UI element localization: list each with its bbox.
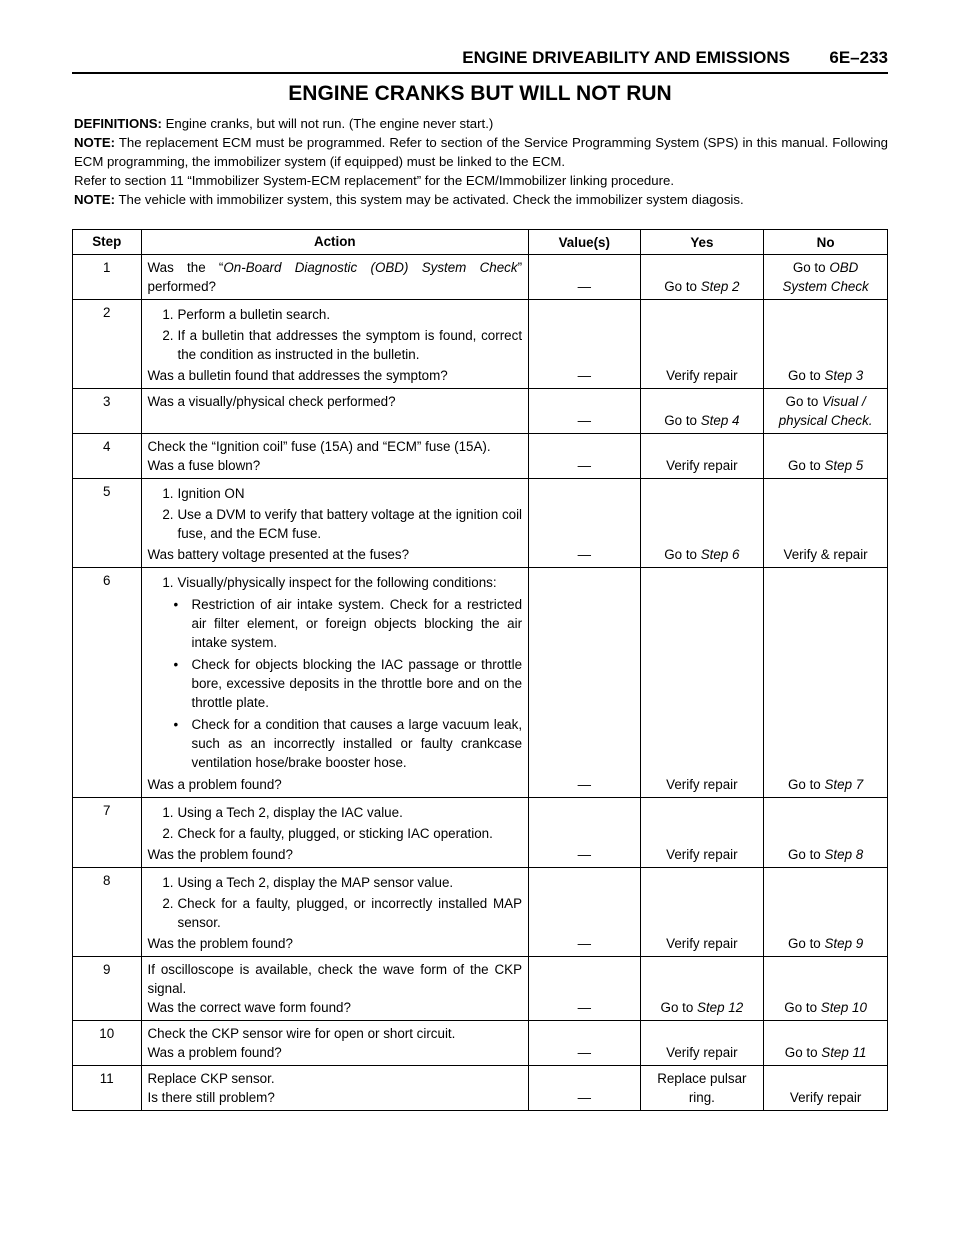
value-cell: — [529,1021,640,1066]
yes-text: Verify repair [666,1045,738,1060]
action-question: Was the problem found? [147,847,293,862]
no-target: OBD System Check [782,260,869,294]
yes-label: Go to [660,1000,698,1015]
yes-text: Verify repair [666,936,738,951]
action-text: Check the CKP sensor wire for open or short circuit. [147,1026,456,1041]
value-cell: — [529,389,640,434]
no-text: Verify & repair [783,547,868,562]
no-target: Step 7 [824,777,864,792]
no-cell [764,1066,888,1111]
no-cell [764,255,888,300]
action-question: Was a bulletin found that addresses the symptom? [147,368,448,383]
numbered-item [148,894,523,932]
numbered-item [148,505,523,543]
bullet-text: Restriction of air intake system. Check for a restricted air filter element, or foreign objects blocking the air intake system. [191,597,523,650]
value-cell: — [529,868,640,957]
action-question: Was battery voltage presented at the fuses? [147,547,410,562]
step-number: 2 [73,300,142,389]
bullet-icon: • [173,597,179,612]
action-question: Was a visually/physical check performed? [147,394,396,409]
numbered-item [148,873,523,892]
diagnostic-table [72,229,888,1111]
yes-target: Step 6 [700,547,740,562]
header-no: No [764,230,888,255]
numbered-item [148,573,523,592]
header-values: Value(s) [529,230,640,255]
step-number: 1 [73,255,142,300]
table-row [73,568,888,798]
action-cell [141,568,529,798]
action-text [148,258,523,296]
no-cell [764,798,888,868]
yes-cell [640,479,764,568]
no-label: Go to [788,936,825,951]
note-text: The replacement ECM must be programmed. Refer to section of the Service Programming System (SPS) in this manual. Following ECM programming, the immobilizer system (if equipped) must be linked to the ECM. [74,135,888,169]
note-label: NOTE: [74,135,116,150]
yes-text: Replace pulsar ring. [657,1071,747,1105]
numbered-item [148,803,523,822]
no-cell [764,300,888,389]
yes-cell [640,434,764,479]
yes-cell [640,1066,764,1111]
yes-target: Step 12 [697,1000,744,1015]
item-number: 1. [162,875,174,890]
action-question: Was a problem found? [147,1045,282,1060]
intro-block [74,114,888,209]
table-row [73,434,888,479]
no-label: Go to [784,1045,822,1060]
no-cell [764,568,888,798]
no-label: Go to [792,260,830,275]
action-cell [141,957,529,1021]
item-text: Use a DVM to verify that battery voltage at the ignition coil fuse, and the ECM fuse. [177,507,523,541]
section-title: ENGINE DRIVEABILITY AND EMISSIONS [462,48,790,67]
numbered-item [148,326,523,364]
action-question: Was the correct wave form found? [147,1000,351,1015]
table-row [73,255,888,300]
action-text: Replace CKP sensor. [147,1071,275,1086]
yes-cell [640,1021,764,1066]
action-text: If oscilloscope is available, check the wave form of the CKP signal. [147,962,523,996]
definitions-label: DEFINITIONS: [74,116,162,131]
table-row [73,957,888,1021]
no-target: Visual / physical Check. [778,394,873,428]
item-number: 1. [162,575,174,590]
bullet-item [174,715,523,772]
no-label: Go to [784,1000,821,1015]
no-label: Go to [788,777,825,792]
item-number: 2. [162,507,174,522]
no-target: Step 8 [824,847,864,862]
yes-cell [640,300,764,389]
item-text: Visually/physically inspect for the following conditions: [177,575,497,590]
definitions-paragraph [74,114,888,133]
no-cell [764,479,888,568]
numbered-item [148,484,523,503]
action-cell [141,255,529,300]
action-question: Was a problem found? [147,777,282,792]
bullet-icon: • [173,717,179,732]
step-number: 7 [73,798,142,868]
action-reference: On-Board Diagnostic (OBD) System Check [223,260,518,275]
header-action: Action [141,230,529,255]
yes-label: Go to [664,413,701,428]
no-cell [764,957,888,1021]
table-row [73,1021,888,1066]
yes-target: Step 2 [700,279,740,294]
item-text: Using a Tech 2, display the IAC value. [177,805,403,820]
numbered-item [148,824,523,843]
action-cell [141,798,529,868]
value-cell: — [529,957,640,1021]
item-text: Ignition ON [177,486,245,501]
bullet-text: Check for a condition that causes a large vacuum leak, such as an incorrectly installed or faulty crankcase ventilation hose/brake booster hose. [191,717,523,770]
yes-text: Verify repair [666,847,738,862]
step-number: 10 [73,1021,142,1066]
yes-label: Go to [664,547,701,562]
table-row [73,479,888,568]
table-row [73,1066,888,1111]
no-cell [764,389,888,434]
table-body [73,255,888,1111]
item-text: If a bulletin that addresses the symptom is found, correct the condition as instructed in the bulletin. [177,328,523,362]
item-number: 1. [162,307,174,322]
action-cell [141,1066,529,1111]
yes-text: Verify repair [666,368,738,383]
step-number: 8 [73,868,142,957]
table-header-row [73,230,888,255]
no-label: Go to [788,458,825,473]
item-text: Using a Tech 2, display the MAP sensor value. [177,875,454,890]
value-cell: — [529,300,640,389]
no-text: Verify repair [789,1090,862,1105]
action-text: Check the “Ignition coil” fuse (15A) and “ECM” fuse (15A). [147,439,491,454]
action-post: ” performed? [147,260,523,294]
item-number: 2. [162,896,174,911]
item-number: 1. [162,486,174,501]
action-cell [141,434,529,479]
header-step: Step [73,230,142,255]
refer-paragraph: Refer to section 11 “Immobilizer System-ECM replacement” for the ECM/Immobilizer linking procedure. [74,173,674,188]
header-yes: Yes [640,230,764,255]
value-cell: — [529,1066,640,1111]
no-label: Go to [788,368,825,383]
bullet-item [174,655,523,712]
step-number: 5 [73,479,142,568]
no-cell [764,1021,888,1066]
step-number: 4 [73,434,142,479]
action-cell [141,868,529,957]
yes-target: Step 4 [700,413,740,428]
step-number: 11 [73,1066,142,1111]
yes-cell [640,957,764,1021]
value-cell: — [529,479,640,568]
yes-cell [640,798,764,868]
bullet-text: Check for objects blocking the IAC passage or throttle bore, excessive deposits in the throttle bore and on the throttle plate. [191,657,523,710]
item-text: Perform a bulletin search. [177,307,331,322]
action-question: Is there still problem? [147,1090,275,1105]
item-number: 2. [162,826,174,841]
page-header [72,40,888,74]
no-label: Go to [788,847,825,862]
action-cell [141,479,529,568]
item-number: 1. [162,805,174,820]
no-cell [764,434,888,479]
yes-text: Verify repair [666,458,738,473]
action-cell [141,1021,529,1066]
table-row [73,798,888,868]
yes-cell [640,255,764,300]
no-target: Step 10 [820,1000,867,1015]
no-target: Step 11 [821,1045,867,1060]
yes-label: Go to [664,279,701,294]
yes-text: Verify repair [666,777,738,792]
value-cell: — [529,434,640,479]
step-number: 3 [73,389,142,434]
page-number: 6E–233 [829,48,888,67]
no-label: Go to [785,394,823,409]
numbered-item [148,305,523,324]
no-target: Step 9 [824,936,864,951]
bullet-item [174,595,523,652]
note2-label: NOTE: [74,192,116,207]
step-number: 9 [73,957,142,1021]
yes-cell [640,389,764,434]
item-text: Check for a faulty, plugged, or sticking IAC operation. [177,826,493,841]
value-cell: — [529,568,640,798]
note-paragraph [74,133,888,171]
note2-text: The vehicle with immobilizer system, this system may be activated. Check the immobilizer system diagosis. [118,192,744,207]
no-target: Step 5 [824,458,864,473]
page-title: ENGINE CRANKS BUT WILL NOT RUN [288,82,672,105]
item-text: Check for a faulty, plugged, or incorrectly installed MAP sensor. [177,896,523,930]
note2-paragraph [74,190,888,209]
action-cell [141,389,529,434]
no-target: Step 3 [824,368,864,383]
yes-cell [640,868,764,957]
definitions-text: Engine cranks, but will not run. (The engine never start.) [165,116,494,131]
action-pre: Was the “ [147,260,224,275]
table-row [73,300,888,389]
action-cell [141,300,529,389]
no-cell [764,868,888,957]
yes-cell [640,568,764,798]
table-row [73,389,888,434]
value-cell: — [529,798,640,868]
action-question: Was a fuse blown? [147,458,261,473]
value-cell: — [529,255,640,300]
action-question: Was the problem found? [147,936,293,951]
bullet-icon: • [173,657,179,672]
table-row [73,868,888,957]
step-number: 6 [73,568,142,798]
item-number: 2. [162,328,174,343]
